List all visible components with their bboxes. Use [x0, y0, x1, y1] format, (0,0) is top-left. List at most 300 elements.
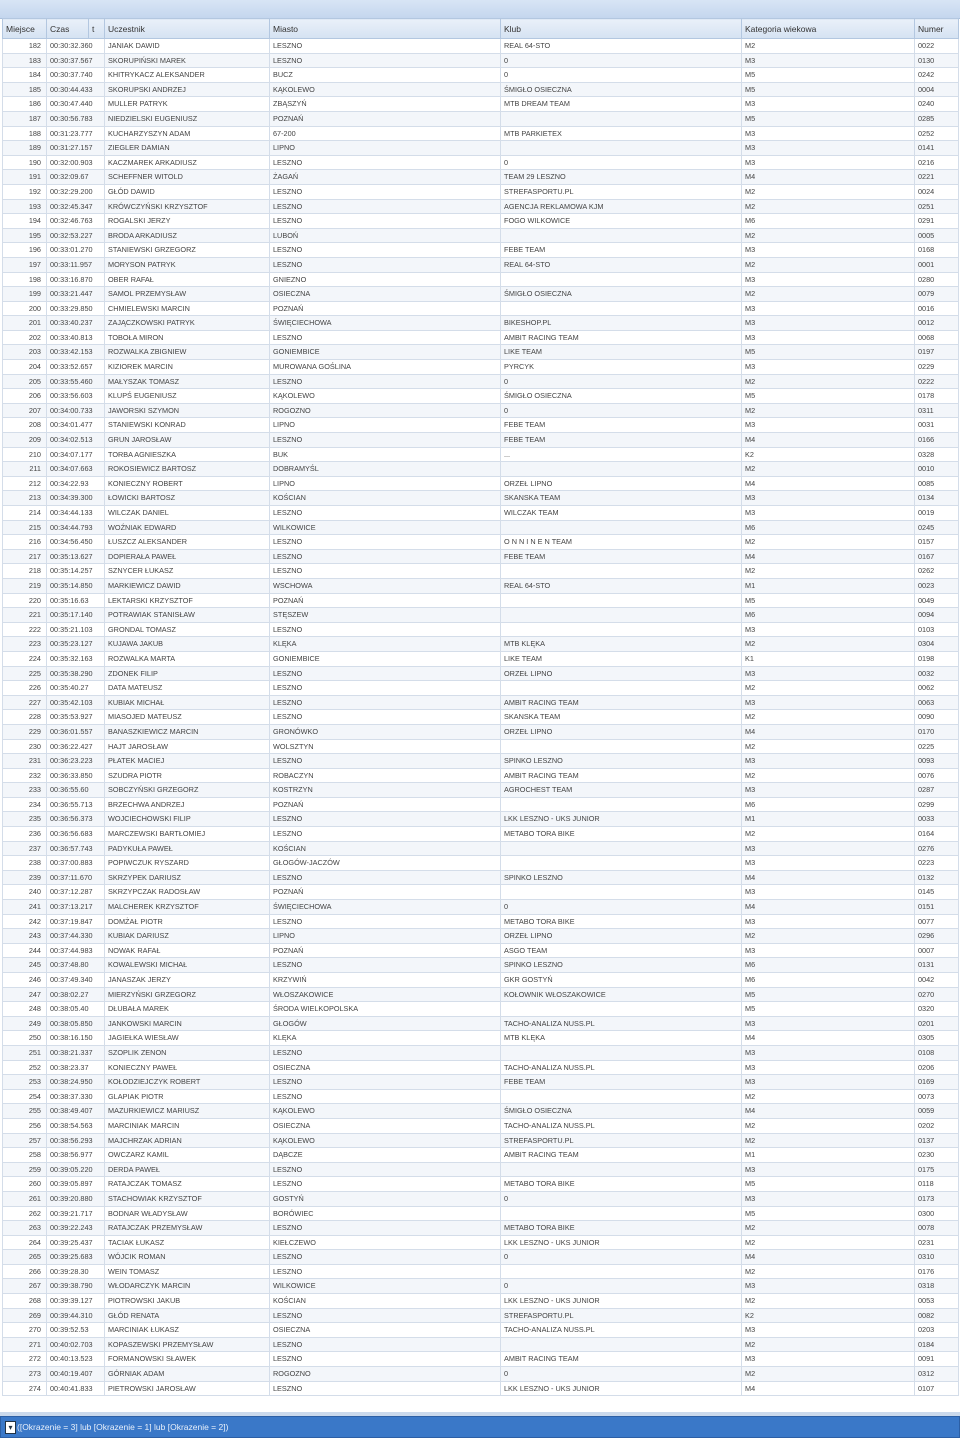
cell-miejsce: 243	[3, 929, 47, 944]
cell-uczestnik: TOBOŁA MIRON	[105, 330, 270, 345]
cell-kategoria: M3	[742, 1016, 915, 1031]
cell-uczestnik: WOJCIECHOWSKI FILIP	[105, 812, 270, 827]
cell-klub: STREFASPORTU.PL	[501, 1133, 742, 1148]
table-row[interactable]	[3, 1162, 959, 1177]
table-row[interactable]	[3, 1323, 959, 1338]
cell-klub: ŚMIGŁO OSIECZNA	[501, 389, 742, 404]
table-row[interactable]	[3, 535, 959, 550]
filter-icon[interactable]: ▾	[5, 1421, 16, 1434]
table-row[interactable]	[3, 578, 959, 593]
cell-czas: 00:39:21.717	[47, 1206, 105, 1221]
cell-klub: METABO TORA BIKE	[501, 827, 742, 842]
cell-czas: 00:35:17.140	[47, 608, 105, 623]
cell-klub: 0	[501, 155, 742, 170]
cell-miasto: LESZNO	[270, 622, 501, 637]
table-row[interactable]	[3, 1045, 959, 1060]
cell-czas: 00:39:38.790	[47, 1279, 105, 1294]
cell-miejsce: 235	[3, 812, 47, 827]
cell-klub: LIKE TEAM	[501, 651, 742, 666]
table-row[interactable]	[3, 214, 959, 229]
table-row[interactable]	[3, 1104, 959, 1119]
table-row[interactable]	[3, 739, 959, 754]
table-row[interactable]	[3, 841, 959, 856]
cell-uczestnik: SKRZYPEK DARIUSZ	[105, 870, 270, 885]
table-row[interactable]	[3, 1060, 959, 1075]
cell-miasto: LESZNO	[270, 564, 501, 579]
table-row[interactable]	[3, 301, 959, 316]
col-header-numer[interactable]: Numer	[915, 19, 959, 39]
cell-kategoria: M5	[742, 1206, 915, 1221]
cell-miasto: BORÓWIEC	[270, 1206, 501, 1221]
cell-miejsce: 242	[3, 914, 47, 929]
cell-miasto: OSIECZNA	[270, 1323, 501, 1338]
table-row[interactable]	[3, 360, 959, 375]
table-row[interactable]	[3, 330, 959, 345]
cell-uczestnik: MARCINIAK ŁUKASZ	[105, 1323, 270, 1338]
table-row[interactable]	[3, 1031, 959, 1046]
cell-miasto: OSIECZNA	[270, 287, 501, 302]
cell-miejsce: 221	[3, 608, 47, 623]
table-row[interactable]	[3, 1279, 959, 1294]
cell-numer: 0130	[915, 53, 959, 68]
cell-miejsce: 267	[3, 1279, 47, 1294]
cell-uczestnik: MAZURKIEWICZ MARIUSZ	[105, 1104, 270, 1119]
table-row[interactable]	[3, 1002, 959, 1017]
table-row[interactable]	[3, 1206, 959, 1221]
cell-miejsce: 271	[3, 1337, 47, 1352]
cell-kategoria: M2	[742, 39, 915, 54]
cell-numer: 0291	[915, 214, 959, 229]
cell-numer: 0216	[915, 155, 959, 170]
table-row[interactable]	[3, 914, 959, 929]
table-row[interactable]	[3, 797, 959, 812]
table-row[interactable]	[3, 900, 959, 915]
table-row[interactable]	[3, 1381, 959, 1396]
table-row[interactable]	[3, 987, 959, 1002]
cell-miasto: LESZNO	[270, 870, 501, 885]
cell-numer: 0010	[915, 462, 959, 477]
cell-miasto: ŚRODA WIELKOPOLSKA	[270, 1002, 501, 1017]
cell-kategoria: M3	[742, 141, 915, 156]
cell-miejsce: 219	[3, 578, 47, 593]
cell-miejsce: 257	[3, 1133, 47, 1148]
cell-numer: 0059	[915, 1104, 959, 1119]
cell-miejsce: 187	[3, 111, 47, 126]
cell-miejsce: 198	[3, 272, 47, 287]
table-row[interactable]	[3, 1367, 959, 1382]
cell-uczestnik: KONIECZNY PAWEŁ	[105, 1060, 270, 1075]
cell-kategoria: M2	[742, 403, 915, 418]
cell-miasto: LESZNO	[270, 958, 501, 973]
cell-czas: 00:30:32.360	[47, 39, 105, 54]
cell-miejsce: 245	[3, 958, 47, 973]
cell-miejsce: 227	[3, 695, 47, 710]
cell-klub: AMBIT RACING TEAM	[501, 768, 742, 783]
cell-miasto: WILKOWICE	[270, 1279, 501, 1294]
cell-klub: ŚMIGŁO OSIECZNA	[501, 1104, 742, 1119]
table-row[interactable]	[3, 768, 959, 783]
cell-klub: FEBE TEAM	[501, 1075, 742, 1090]
cell-numer: 0328	[915, 447, 959, 462]
table-row[interactable]	[3, 695, 959, 710]
cell-miasto: GRONÓWKO	[270, 724, 501, 739]
table-row[interactable]	[3, 666, 959, 681]
table-row[interactable]	[3, 827, 959, 842]
cell-miasto: LESZNO	[270, 53, 501, 68]
cell-miejsce: 190	[3, 155, 47, 170]
cell-miasto: LESZNO	[270, 257, 501, 272]
col-header-uczestnik[interactable]: Uczestnik	[105, 19, 270, 39]
cell-miejsce: 203	[3, 345, 47, 360]
table-row[interactable]	[3, 520, 959, 535]
cell-uczestnik: HAJT JAROSŁAW	[105, 739, 270, 754]
cell-numer: 0311	[915, 403, 959, 418]
table-row[interactable]	[3, 1016, 959, 1031]
cell-klub: ORZEŁ LIPNO	[501, 724, 742, 739]
table-row[interactable]	[3, 68, 959, 83]
cell-uczestnik: GŁÓD DAWID	[105, 184, 270, 199]
cell-uczestnik: SKORUPSKI ANDRZEJ	[105, 82, 270, 97]
cell-miasto: KĄKOLEWO	[270, 1133, 501, 1148]
cell-czas: 00:31:27.157	[47, 141, 105, 156]
table-row[interactable]	[3, 155, 959, 170]
table-row[interactable]	[3, 724, 959, 739]
cell-numer: 0132	[915, 870, 959, 885]
table-row[interactable]	[3, 476, 959, 491]
cell-kategoria: M3	[742, 243, 915, 258]
cell-miejsce: 189	[3, 141, 47, 156]
cell-kategoria: M3	[742, 885, 915, 900]
cell-czas: 00:34:56.450	[47, 535, 105, 550]
table-row[interactable]	[3, 111, 959, 126]
cell-czas: 00:38:49.407	[47, 1104, 105, 1119]
cell-czas: 00:39:52.53	[47, 1323, 105, 1338]
table-row[interactable]	[3, 228, 959, 243]
cell-kategoria: M3	[742, 1323, 915, 1338]
table-row[interactable]	[3, 97, 959, 112]
table-row[interactable]	[3, 184, 959, 199]
cell-czas: 00:39:28.30	[47, 1264, 105, 1279]
table-row[interactable]	[3, 651, 959, 666]
table-row[interactable]	[3, 491, 959, 506]
cell-miasto: ŻAGAŃ	[270, 170, 501, 185]
cell-numer: 0004	[915, 82, 959, 97]
cell-miasto: LESZNO	[270, 199, 501, 214]
cell-miasto: LIPNO	[270, 929, 501, 944]
table-row[interactable]	[3, 53, 959, 68]
cell-kategoria: M6	[742, 520, 915, 535]
cell-klub	[501, 1206, 742, 1221]
cell-kategoria: M4	[742, 1104, 915, 1119]
table-row[interactable]	[3, 433, 959, 448]
table-row[interactable]	[3, 126, 959, 141]
cell-kategoria: M4	[742, 170, 915, 185]
table-row[interactable]	[3, 316, 959, 331]
cell-kategoria: M2	[742, 929, 915, 944]
cell-klub: ORZEŁ LIPNO	[501, 666, 742, 681]
cell-kategoria: K1	[742, 651, 915, 666]
table-row[interactable]	[3, 287, 959, 302]
cell-miasto: WILKOWICE	[270, 520, 501, 535]
cell-klub: FEBE TEAM	[501, 433, 742, 448]
table-row[interactable]	[3, 374, 959, 389]
table-row[interactable]	[3, 141, 959, 156]
table-row[interactable]	[3, 608, 959, 623]
table-row[interactable]	[3, 622, 959, 637]
cell-uczestnik: GLAPIAK PIOTR	[105, 1089, 270, 1104]
cell-uczestnik: RATAJCZAK TOMASZ	[105, 1177, 270, 1192]
cell-uczestnik: JANKOWSKI MARCIN	[105, 1016, 270, 1031]
cell-klub: AGENCJA REKLAMOWA KJM	[501, 199, 742, 214]
col-header-miasto[interactable]: Miasto	[270, 19, 501, 39]
cell-miasto: POZNAŃ	[270, 111, 501, 126]
cell-uczestnik: JANASZAK JERZY	[105, 973, 270, 988]
cell-miasto: POZNAŃ	[270, 885, 501, 900]
cell-miejsce: 215	[3, 520, 47, 535]
table-row[interactable]	[3, 1177, 959, 1192]
table-row[interactable]	[3, 812, 959, 827]
table-row[interactable]	[3, 1264, 959, 1279]
cell-klub: 0	[501, 1367, 742, 1382]
filter-bar[interactable]	[0, 1416, 960, 1438]
cell-klub: MTB KLĘKA	[501, 1031, 742, 1046]
table-row[interactable]	[3, 637, 959, 652]
cell-miejsce: 224	[3, 651, 47, 666]
table-row[interactable]	[3, 856, 959, 871]
cell-klub: SKANSKA TEAM	[501, 491, 742, 506]
cell-numer: 0320	[915, 1002, 959, 1017]
cell-kategoria: M3	[742, 1352, 915, 1367]
cell-uczestnik: ŁUSZCZ ALEKSANDER	[105, 535, 270, 550]
cell-miasto: LESZNO	[270, 1381, 501, 1396]
cell-uczestnik: ZAJĄCZKOWSKI PATRYK	[105, 316, 270, 331]
cell-miejsce: 195	[3, 228, 47, 243]
table-row[interactable]	[3, 1191, 959, 1206]
table-row[interactable]	[3, 1294, 959, 1309]
col-header-klub[interactable]: Klub	[501, 19, 742, 39]
table-row[interactable]	[3, 943, 959, 958]
cell-kategoria: M3	[742, 506, 915, 521]
cell-czas: 00:37:11.670	[47, 870, 105, 885]
cell-uczestnik: ŁOWICKI BARTOSZ	[105, 491, 270, 506]
cell-klub: ORZEŁ LIPNO	[501, 929, 742, 944]
cell-czas: 00:33:42.153	[47, 345, 105, 360]
cell-uczestnik: KUBIAK DARIUSZ	[105, 929, 270, 944]
table-row[interactable]	[3, 681, 959, 696]
cell-miasto: POZNAŃ	[270, 301, 501, 316]
cell-kategoria: M3	[742, 360, 915, 375]
cell-miejsce: 237	[3, 841, 47, 856]
cell-uczestnik: OWCZARZ KAMIL	[105, 1148, 270, 1163]
cell-czas: 00:36:57.743	[47, 841, 105, 856]
cell-numer: 0270	[915, 987, 959, 1002]
cell-kategoria: M3	[742, 491, 915, 506]
cell-uczestnik: PIOTROWSKI JAKUB	[105, 1294, 270, 1309]
cell-czas: 00:36:55.713	[47, 797, 105, 812]
cell-miasto: POZNAŃ	[270, 943, 501, 958]
cell-uczestnik: PŁATEK MACIEJ	[105, 754, 270, 769]
table-row[interactable]	[3, 549, 959, 564]
cell-miejsce: 222	[3, 622, 47, 637]
cell-numer: 0033	[915, 812, 959, 827]
table-row[interactable]	[3, 1089, 959, 1104]
table-row[interactable]	[3, 1118, 959, 1133]
cell-czas: 00:37:44.983	[47, 943, 105, 958]
filter-text: ([Okrazenie = 3] lub [Okrazenie = 1] lub [Okrazenie = 2])	[17, 1422, 229, 1432]
table-row[interactable]	[3, 389, 959, 404]
col-header-miejsce[interactable]: Miejsce	[3, 19, 47, 39]
cell-miejsce: 230	[3, 739, 47, 754]
cell-czas: 00:33:55.460	[47, 374, 105, 389]
cell-uczestnik: CHMIELEWSKI MARCIN	[105, 301, 270, 316]
cell-klub	[501, 739, 742, 754]
cell-kategoria: M2	[742, 739, 915, 754]
cell-kategoria: M2	[742, 1294, 915, 1309]
cell-klub: ŚMIGŁO OSIECZNA	[501, 82, 742, 97]
table-row[interactable]	[3, 418, 959, 433]
table-row[interactable]	[3, 199, 959, 214]
table-row[interactable]	[3, 593, 959, 608]
cell-kategoria: M3	[742, 1279, 915, 1294]
cell-miasto: GNIEZNO	[270, 272, 501, 287]
cell-uczestnik: MIERZYŃSKI GRZEGORZ	[105, 987, 270, 1002]
cell-miasto: ŚWIĘCIECHOWA	[270, 900, 501, 915]
cell-klub: TEAM 29 LESZNO	[501, 170, 742, 185]
cell-klub: 0	[501, 900, 742, 915]
cell-numer: 0178	[915, 389, 959, 404]
cell-kategoria: M3	[742, 316, 915, 331]
table-row[interactable]	[3, 1235, 959, 1250]
cell-klub: LKK LESZNO - UKS JUNIOR	[501, 1381, 742, 1396]
table-row[interactable]	[3, 272, 959, 287]
table-row[interactable]	[3, 958, 959, 973]
cell-czas: 00:35:23.127	[47, 637, 105, 652]
table-row[interactable]	[3, 885, 959, 900]
cell-miejsce: 182	[3, 39, 47, 54]
cell-czas: 00:32:46.763	[47, 214, 105, 229]
cell-kategoria: M4	[742, 433, 915, 448]
cell-czas: 00:40:02.703	[47, 1337, 105, 1352]
cell-miasto: LESZNO	[270, 1352, 501, 1367]
col-header-czas[interactable]: Czas	[47, 19, 89, 39]
col-header-kategoria[interactable]: Kategoria wiekowa	[742, 19, 915, 39]
cell-miasto: STĘSZEW	[270, 608, 501, 623]
table-row[interactable]	[3, 973, 959, 988]
cell-miasto: LESZNO	[270, 1308, 501, 1323]
table-row[interactable]	[3, 1133, 959, 1148]
cell-miejsce: 248	[3, 1002, 47, 1017]
cell-miasto: LESZNO	[270, 681, 501, 696]
cell-miejsce: 207	[3, 403, 47, 418]
table-row[interactable]	[3, 783, 959, 798]
cell-miasto: ROGOZNO	[270, 1367, 501, 1382]
table-row[interactable]	[3, 1148, 959, 1163]
table-row[interactable]	[3, 710, 959, 725]
cell-numer: 0223	[915, 856, 959, 871]
cell-czas: 00:38:54.563	[47, 1118, 105, 1133]
table-row[interactable]	[3, 447, 959, 462]
cell-klub: MTB KLĘKA	[501, 637, 742, 652]
table-row[interactable]	[3, 1337, 959, 1352]
table-row[interactable]	[3, 170, 959, 185]
cell-uczestnik: KLUPŚ EUGENIUSZ	[105, 389, 270, 404]
cell-klub	[501, 564, 742, 579]
table-row[interactable]	[3, 39, 959, 54]
cell-numer: 0299	[915, 797, 959, 812]
cell-numer: 0296	[915, 929, 959, 944]
cell-klub: 0	[501, 403, 742, 418]
table-row[interactable]	[3, 1352, 959, 1367]
cell-czas: 00:34:07.663	[47, 462, 105, 477]
table-row[interactable]	[3, 403, 959, 418]
cell-czas: 00:34:01.477	[47, 418, 105, 433]
cell-czas: 00:37:19.847	[47, 914, 105, 929]
table-row[interactable]	[3, 345, 959, 360]
cell-miejsce: 259	[3, 1162, 47, 1177]
cell-miejsce: 264	[3, 1235, 47, 1250]
table-row[interactable]	[3, 1308, 959, 1323]
col-header-t[interactable]: t	[89, 19, 105, 39]
table-row[interactable]	[3, 82, 959, 97]
cell-numer: 0019	[915, 506, 959, 521]
cell-numer: 0042	[915, 973, 959, 988]
table-row[interactable]	[3, 754, 959, 769]
cell-uczestnik: GRUN JAROSŁAW	[105, 433, 270, 448]
cell-miasto: POZNAŃ	[270, 593, 501, 608]
cell-czas: 00:39:05.220	[47, 1162, 105, 1177]
cell-miasto: ŚWIĘCIECHOWA	[270, 316, 501, 331]
table-row[interactable]	[3, 929, 959, 944]
cell-uczestnik: MAŁYSZAK TOMASZ	[105, 374, 270, 389]
cell-kategoria: M3	[742, 330, 915, 345]
table-row[interactable]	[3, 243, 959, 258]
cell-miejsce: 269	[3, 1308, 47, 1323]
table-row[interactable]	[3, 1250, 959, 1265]
table-row[interactable]	[3, 870, 959, 885]
cell-uczestnik: GÓRNIAK ADAM	[105, 1367, 270, 1382]
table-row[interactable]	[3, 1075, 959, 1090]
cell-kategoria: M2	[742, 199, 915, 214]
table-row[interactable]	[3, 1221, 959, 1236]
cell-klub: SPINKO LESZNO	[501, 870, 742, 885]
cell-miasto: LESZNO	[270, 1162, 501, 1177]
cell-miejsce: 254	[3, 1089, 47, 1104]
cell-czas: 00:32:45.347	[47, 199, 105, 214]
cell-czas: 00:34:00.733	[47, 403, 105, 418]
cell-numer: 0203	[915, 1323, 959, 1338]
cell-kategoria: M6	[742, 214, 915, 229]
cell-klub: AGROCHEST TEAM	[501, 783, 742, 798]
table-row[interactable]	[3, 506, 959, 521]
cell-kategoria: M2	[742, 257, 915, 272]
table-row[interactable]	[3, 462, 959, 477]
cell-numer: 0085	[915, 476, 959, 491]
table-row[interactable]	[3, 257, 959, 272]
cell-numer: 0310	[915, 1250, 959, 1265]
cell-czas: 00:38:05.850	[47, 1016, 105, 1031]
cell-uczestnik: SZUDRA PIOTR	[105, 768, 270, 783]
cell-miejsce: 238	[3, 856, 47, 871]
cell-miejsce: 183	[3, 53, 47, 68]
table-row[interactable]	[3, 564, 959, 579]
cell-miasto: LESZNO	[270, 1264, 501, 1279]
cell-uczestnik: KIZIOREK MARCIN	[105, 360, 270, 375]
cell-klub	[501, 608, 742, 623]
cell-miejsce: 214	[3, 506, 47, 521]
cell-miasto: LESZNO	[270, 1045, 501, 1060]
cell-miasto: DOBRAMYŚL	[270, 462, 501, 477]
cell-uczestnik: MAJCHRZAK ADRIAN	[105, 1133, 270, 1148]
